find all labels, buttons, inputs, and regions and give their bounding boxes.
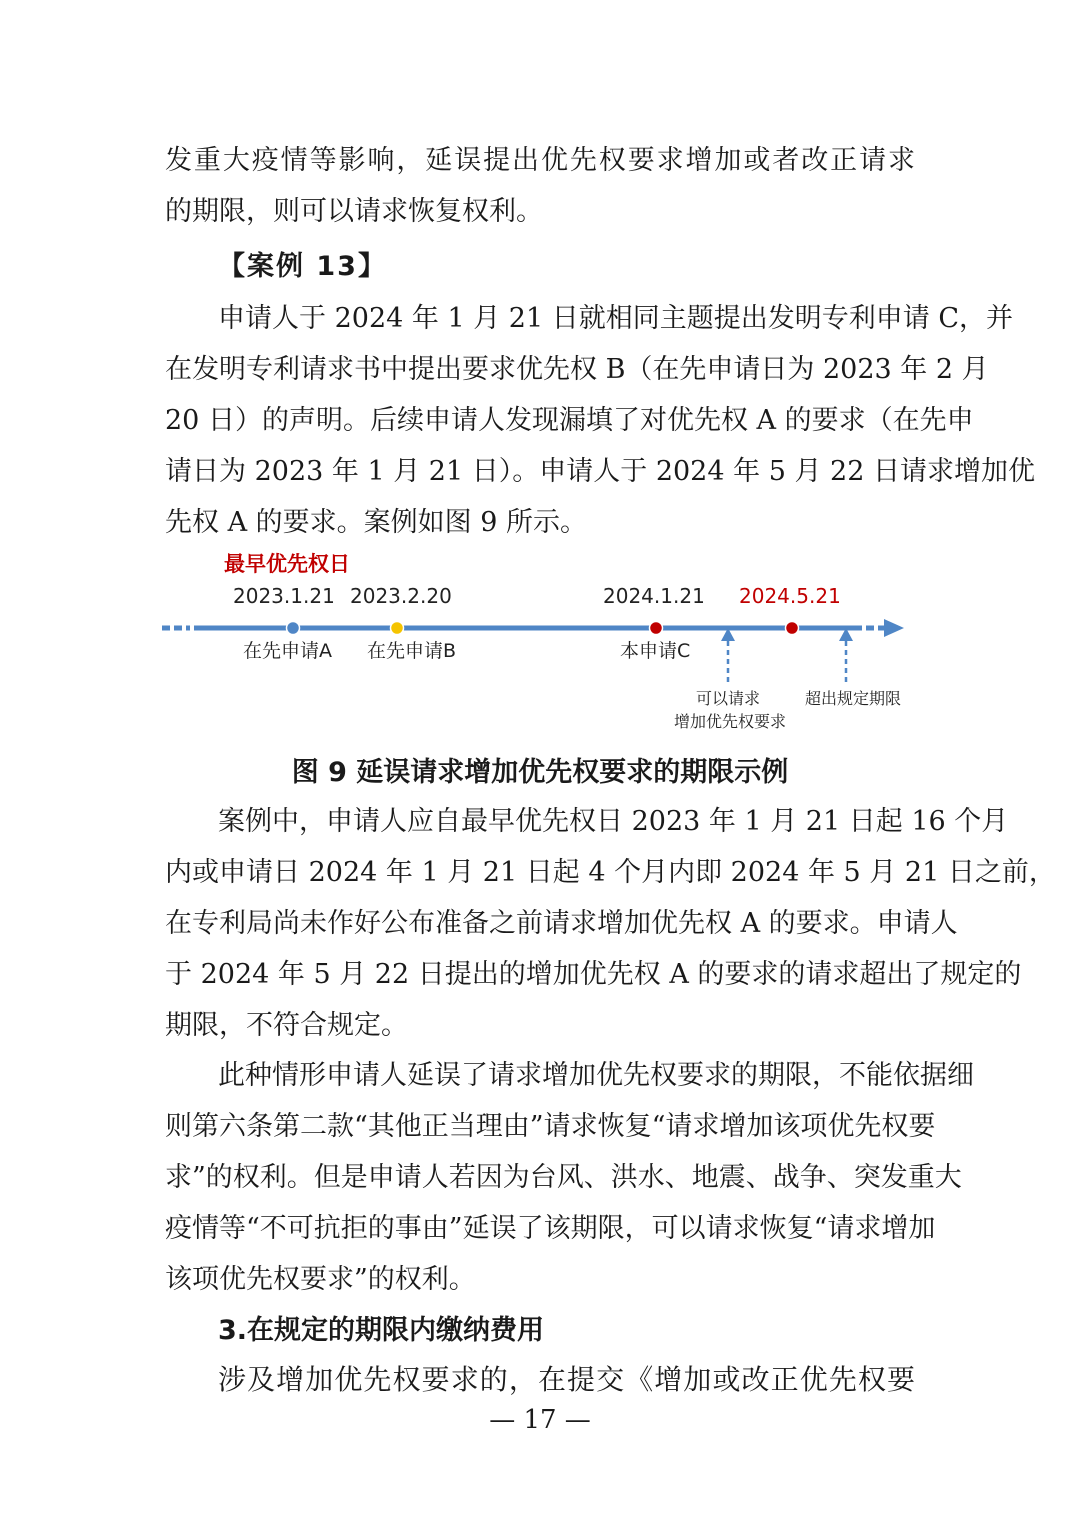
- paragraph-line: 20 日）的声明。后续申请人发现漏填了对优先权 A 的要求（在先申: [165, 405, 974, 436]
- label-application-c: 本申请C: [620, 640, 691, 662]
- date-label-2024-5-21: 2024.5.21: [739, 584, 841, 608]
- point-application-c: [650, 622, 663, 635]
- paragraph-line: 在专利局尚未作好公布准备之前请求增加优先权 A 的要求。申请人: [165, 908, 958, 939]
- date-label-2023-2-20: 2023.2.20: [350, 584, 452, 608]
- paragraph-line: 疫情等“不可抗拒的事由”延误了该期限，可以请求恢复“请求增加: [165, 1213, 936, 1244]
- paragraph-line: 先权 A 的要求。案例如图 9 所示。: [165, 507, 588, 538]
- point-application-a: [287, 622, 300, 635]
- paragraph-line: 的期限，则可以请求恢复权利。: [165, 196, 543, 227]
- point-deadline: [786, 622, 799, 635]
- paragraph-line: 案例中，申请人应自最早优先权日 2023 年 1 月 21 日起 16 个月: [218, 806, 1009, 837]
- label-application-b: 在先申请B: [367, 640, 457, 662]
- paragraph-line: 请日为 2023 年 1 月 21 日）。申请人于 2024 年 5 月 22 日请求增加优: [165, 456, 1035, 487]
- paragraph-line: 在发明专利请求书中提出要求优先权 B（在先申请日为 2023 年 2 月: [165, 354, 989, 385]
- page-number: — 17 —: [489, 1405, 591, 1435]
- label-exceeded-deadline: 超出规定期限: [804, 689, 902, 708]
- paragraph-line: 申请人于 2024 年 1 月 21 日就相同主题提出发明专利申请 C，并: [218, 303, 1013, 334]
- paragraph-line: 期限，不符合规定。: [165, 1010, 408, 1041]
- section-heading: 3.在规定的期限内缴纳费用: [218, 1315, 545, 1346]
- label-application-a: 在先申请A: [243, 640, 332, 662]
- timeline-arrow-icon: [884, 619, 904, 637]
- paragraph-line: 则第六条第二款“其他正当理由”请求恢复“请求增加该项优先权要: [165, 1111, 936, 1142]
- paragraph-line: 该项优先权要求”的权利。: [165, 1264, 476, 1295]
- paragraph-line: 求”的权利。但是申请人若因为台风、洪水、地震、战争、突发重大: [165, 1162, 962, 1193]
- timeline-diagram: [150, 540, 930, 750]
- paragraph-line: 内或申请日 2024 年 1 月 21 日起 4 个月内即 2024 年 5 月 21 日之前，: [165, 857, 1056, 888]
- date-label-2023-1-21: 2023.1.21: [233, 584, 335, 608]
- point-application-b: [391, 622, 404, 635]
- date-label-2024-1-21: 2024.1.21: [603, 584, 705, 608]
- label-can-request-line2: 增加优先权要求: [673, 712, 787, 731]
- label-can-request-line1: 可以请求: [695, 689, 761, 708]
- figure-caption: 图 9 延误请求增加优先权要求的期限示例: [291, 757, 789, 788]
- paragraph-line: 此种情形申请人延误了请求增加优先权要求的期限，不能依据细: [218, 1060, 974, 1091]
- paragraph-line: 涉及增加优先权要求的，在提交《增加或改正优先权要: [218, 1363, 915, 1396]
- earliest-priority-label: 最早优先权日: [224, 552, 350, 576]
- paragraph-line: 于 2024 年 5 月 22 日提出的增加优先权 A 的要求的请求超出了规定的: [165, 959, 1022, 990]
- case-label: 【案例 13】: [218, 251, 387, 282]
- paragraph-line: 发重大疫情等影响，延误提出优先权要求增加或者改正请求: [165, 145, 915, 176]
